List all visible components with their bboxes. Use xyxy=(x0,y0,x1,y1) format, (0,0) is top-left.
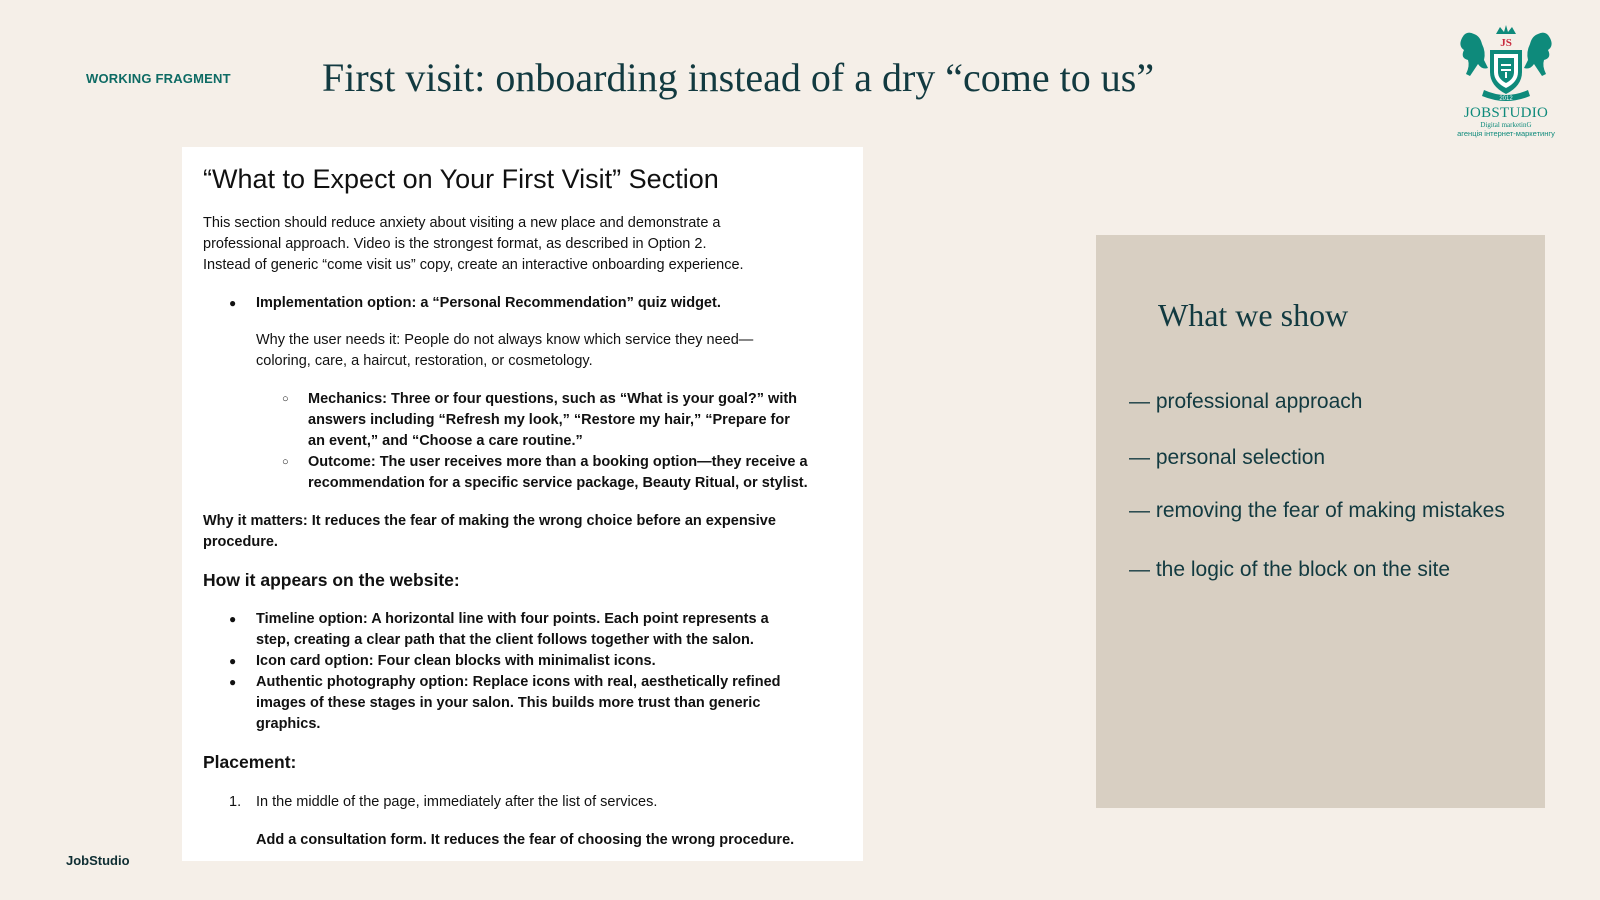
panel-point-logic: — the logic of the block on the site xyxy=(1129,558,1451,581)
document-screenshot xyxy=(182,147,863,861)
document-heading: “What to Expect on Your First Visit” Section xyxy=(203,164,719,194)
why-matters-paragraph: Why it matters: It reduces the fear of making the wrong choice before an expensive procedure. xyxy=(203,513,776,550)
placement-heading: Placement: xyxy=(203,752,297,772)
bullet-icon: ● xyxy=(229,296,237,310)
photography-option-item: ● Authentic photography option: Replace icons with real, aesthetically refined images of these stages in your salon. This builds more trust than generic graphics. xyxy=(229,674,781,732)
monogram-text: JS xyxy=(1500,37,1512,49)
bullet-icon: ● xyxy=(229,675,237,689)
working-fragment-label: WORKING FRAGMENT xyxy=(86,71,231,86)
logo-tagline: Digital marketinG xyxy=(1480,121,1532,129)
implementation-item: ● Implementation option: a “Personal Recommendation” quiz widget. xyxy=(203,293,843,314)
circle-bullet-icon: ○ xyxy=(282,393,289,405)
footer-brand: JobStudio xyxy=(66,853,130,868)
why-user-paragraph: Why the user needs it: People do not always know which service they need— coloring, care, a haircut, restoration, or cosmetology. xyxy=(256,332,754,369)
timeline-option-item: ● Timeline option: A horizontal line with four points. Each point represents a step, creating a clear path that the client follows together with the salon. xyxy=(229,611,769,648)
circle-bullet-icon: ○ xyxy=(282,456,289,468)
panel-title: What we show xyxy=(1158,297,1349,333)
outcome-item: ○ Outcome: The user receives more than a booking option—they receive a recommendation for a specific service package, Beauty Ritual, or stylist. xyxy=(282,454,808,491)
what-we-show-panel xyxy=(1096,235,1545,808)
mechanics-item: ○ Mechanics: Three or four questions, such as “What is your goal?” with answers including “Refresh my look,” “Restore my hair,” “Prepare for an event,” and “Choose a care routine.” xyxy=(282,391,798,449)
logo-subtitle: агенція інтернет-маркетингу xyxy=(1457,129,1555,138)
slide-title: First visit: onboarding instead of a dry “come to us” xyxy=(322,55,1155,100)
panel-point-fear: — removing the fear of making mistakes xyxy=(1129,499,1505,522)
consultation-paragraph: Add a consultation form. It reduces the fear of choosing the wrong procedure. xyxy=(256,832,795,848)
intro-paragraph: This section should reduce anxiety about visiting a new place and demonstrate a professional approach. Video is the strongest format, as described in Option 2. Instead of generic “come visit us” copy, create an interactive onboarding experience. xyxy=(203,215,744,273)
crest-icon xyxy=(1454,24,1558,106)
year-text: 2012 xyxy=(1499,96,1513,102)
logo-brand: JOBSTUDIO xyxy=(1463,105,1549,121)
panel-point-professional: — professional approach xyxy=(1129,390,1363,413)
panel-point-selection: — personal selection xyxy=(1129,446,1326,469)
bullet-icon: ● xyxy=(229,654,237,668)
placement-item: 1. In the middle of the page, immediately after the list of services. xyxy=(203,792,843,813)
list-number: 1. xyxy=(229,794,242,810)
jobstudio-logo xyxy=(1444,24,1568,146)
icon-card-option-item: ● Icon card option: Four clean blocks with minimalist icons. xyxy=(203,651,843,672)
how-it-appears-heading: How it appears on the website: xyxy=(203,570,460,590)
bullet-icon: ● xyxy=(229,612,237,626)
